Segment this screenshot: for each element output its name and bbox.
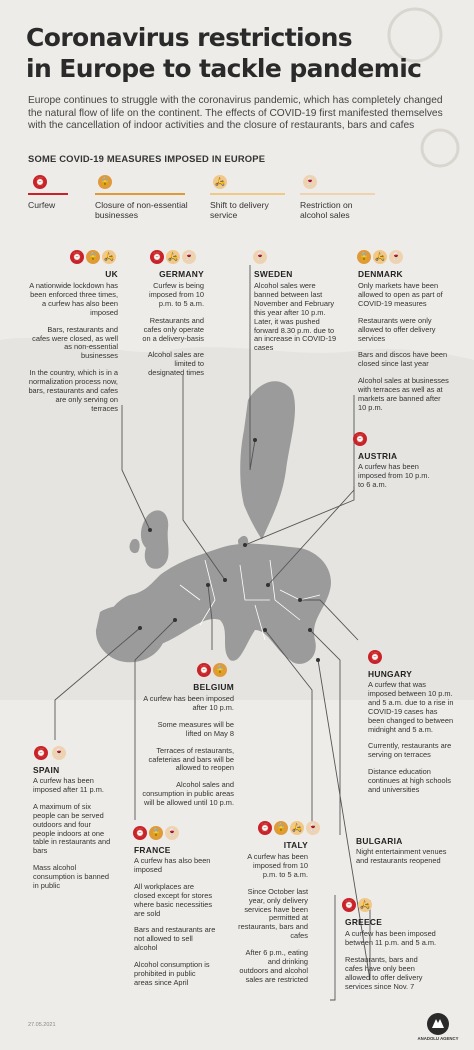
detail-paragraph: A curfew has been imposed between 11 p.m. and 5 a.m. <box>345 929 437 947</box>
legend-line-curfew <box>28 193 68 195</box>
detail-paragraph: A curfew has been imposed from 10 p.m. to 6 a.m. <box>358 462 430 489</box>
wine-glass-icon: 🍷 <box>303 175 317 189</box>
detail-paragraph: A curfew has also been imposed <box>134 856 211 874</box>
detail-paragraph: Alcohol consumption is prohibited in public areas since April <box>134 960 210 987</box>
detail-paragraph: Since October last year, only delivery services have been permitted at restaurants, bars and cafes <box>238 886 308 941</box>
detail-paragraph: Bars and discos have been closed since last year <box>358 350 448 369</box>
legend-line-alcohol <box>300 193 375 195</box>
country-details <box>33 777 115 899</box>
detail-paragraph: Night entertainment venues and restaurants reopened <box>356 847 447 865</box>
lock-icon: 🔒 <box>357 250 371 264</box>
country-name: UK <box>105 269 118 279</box>
delivery-icon: 🛵 <box>102 250 116 264</box>
title-line-1: Coronavirus restrictions <box>26 23 353 52</box>
lock-icon: 🔒 <box>274 821 288 835</box>
legend-heading: SOME COVID-19 MEASURES IMPOSED IN EUROPE <box>28 153 266 164</box>
detail-paragraph: All workplaces are closed except for stores where basic necessities are sold <box>134 881 213 918</box>
country-name: ITALY <box>283 840 308 850</box>
detail-paragraph: Restaurants were only allowed to offer delivery services <box>358 315 436 343</box>
detail-paragraph: Alcohol sales are limited to designated times <box>147 350 204 378</box>
detail-paragraph: Alcohol sales were banned between last November and February this year after 10 p.m. Later, it was pushed forward 8.30 p.m. due to an increase in COVID-19 cases <box>254 281 337 353</box>
agency-name: ANADOLU AGENCY <box>417 1036 459 1041</box>
country-details <box>356 848 456 874</box>
country-name: DENMARK <box>358 269 403 279</box>
detail-paragraph: Curfew is being imposed from 10 p.m. to 5 a.m. <box>148 281 204 308</box>
detail-paragraph: A curfew has been imposed after 10 p.m. <box>143 694 234 712</box>
country-name: FRANCE <box>134 845 171 855</box>
detail-paragraph: Restaurants and cafes only operate on a delivery-basis <box>142 315 204 343</box>
detail-paragraph: A curfew that was imposed between 10 p.m. and 5 a.m. due to a rise in COVID-19 cases has been changed to between midnight and 5 a.m. <box>368 680 454 734</box>
curfew-icon: ⏰ <box>33 175 47 189</box>
country-details <box>358 463 430 498</box>
country-details <box>238 853 308 993</box>
country-details <box>358 282 450 421</box>
detail-paragraph: In the country, which is in a normalization process now, bars, restaurants and cafes are only serving on terraces <box>28 368 118 413</box>
curfew-icon: ⏰ <box>342 898 356 912</box>
country-name: SWEDEN <box>254 269 293 279</box>
detail-paragraph: A curfew has been imposed after 11 p.m. <box>33 776 104 794</box>
page-title <box>26 22 456 84</box>
curfew-icon: ⏰ <box>197 663 211 677</box>
curfew-icon: ⏰ <box>258 821 272 835</box>
delivery-icon: 🛵 <box>213 175 227 189</box>
curfew-icon: ⏰ <box>133 826 147 840</box>
delivery-icon: 🛵 <box>290 821 304 835</box>
curfew-icon: ⏰ <box>368 650 382 664</box>
intro-text: Europe continues to struggle with the coronavirus pandemic, which has completely changed the natural flow of life on the continent. The effects of COVID-19 first manifested themselves with the cancellation of indoor activities and the closure of restaurants, bars and cafes <box>28 95 443 131</box>
curfew-icon: ⏰ <box>34 746 48 760</box>
legend-label-closure: Closure of non-essential businesses <box>95 200 188 221</box>
wine-glass-icon: 🍷 <box>52 746 66 760</box>
detail-paragraph: A nationwide lockdown has been enforced three times, a curfew has also been imposed <box>29 281 118 317</box>
title-line-2: in Europe to tackle pandemic <box>26 54 422 83</box>
delivery-icon: 🛵 <box>358 898 372 912</box>
detail-paragraph: Some measures will be lifted on May 8 <box>157 719 234 738</box>
legend-line-closure <box>95 193 185 195</box>
detail-paragraph: Alcohol sales at businesses with terraces as well as at markets are banned after 10 p.m. <box>358 376 449 412</box>
lock-icon: 🔒 <box>86 250 100 264</box>
legend-label-alcohol: Restriction on alcohol sales <box>300 200 353 221</box>
country-details <box>140 695 234 816</box>
legend-line-delivery <box>210 193 285 195</box>
detail-paragraph: Terraces of restaurants, cafeterias and bars will be allowed to reopen <box>148 745 234 773</box>
wine-glass-icon: 🍷 <box>306 821 320 835</box>
detail-paragraph: After 6 p.m., eating and drinking outdoors and alcohol sales are restricted <box>239 948 308 984</box>
country-name: BULGARIA <box>356 836 403 846</box>
agency-logo-icon <box>426 1012 450 1036</box>
delivery-icon: 🛵 <box>166 250 180 264</box>
country-details <box>368 681 454 803</box>
footer-date: 27.05.2021 <box>28 1022 56 1028</box>
legend-label-curfew: Curfew <box>28 200 56 210</box>
detail-paragraph: Alcohol sales and consumption in public areas will be allowed until 10 p.m. <box>142 780 234 808</box>
country-name: GERMANY <box>159 269 204 279</box>
detail-paragraph: Mass alcohol consumption is banned in public <box>33 863 110 891</box>
country-details <box>140 282 204 386</box>
wine-glass-icon: 🍷 <box>182 250 196 264</box>
wine-glass-icon: 🍷 <box>253 250 267 264</box>
lock-icon: 🔒 <box>98 175 112 189</box>
detail-paragraph: Bars and restaurants are not allowed to sell alcohol <box>134 925 216 953</box>
curfew-icon: ⏰ <box>150 250 164 264</box>
curfew-icon: ⏰ <box>353 432 367 446</box>
delivery-icon: 🛵 <box>373 250 387 264</box>
country-details <box>28 282 118 422</box>
country-details <box>345 930 437 999</box>
country-name: AUSTRIA <box>358 451 398 461</box>
country-details <box>134 857 216 996</box>
country-name: SPAIN <box>33 765 60 775</box>
detail-paragraph: Only markets have been allowed to open as part of COVID-19 measures <box>358 281 443 308</box>
wine-glass-icon: 🍷 <box>389 250 403 264</box>
country-details <box>254 282 340 361</box>
lock-icon: 🔒 <box>213 663 227 677</box>
detail-paragraph: Restaurants, bars and cafes have only been allowed to offer delivery services since Nov. 7 <box>345 954 423 991</box>
detail-paragraph: Bars, restaurants and cafes were closed, as well as non-essential businesses <box>32 324 118 361</box>
detail-paragraph: Currently, restaurants are serving on terraces <box>368 741 452 760</box>
legend-label-delivery: Shift to delivery service <box>210 200 269 221</box>
detail-paragraph: A maximum of six people can be served outdoors and four people indoors at one table in restaurants and bars <box>33 801 111 856</box>
wine-glass-icon: 🍷 <box>165 826 179 840</box>
detail-paragraph: Distance education continues at high schools and universities <box>368 767 451 795</box>
country-name: GREECE <box>345 917 383 927</box>
curfew-icon: ⏰ <box>70 250 84 264</box>
country-name: BELGIUM <box>193 682 234 692</box>
detail-paragraph: A curfew has been imposed from 10 p.m. to 5 a.m. <box>247 852 308 879</box>
lock-icon: 🔒 <box>149 826 163 840</box>
country-name: HUNGARY <box>368 669 413 679</box>
